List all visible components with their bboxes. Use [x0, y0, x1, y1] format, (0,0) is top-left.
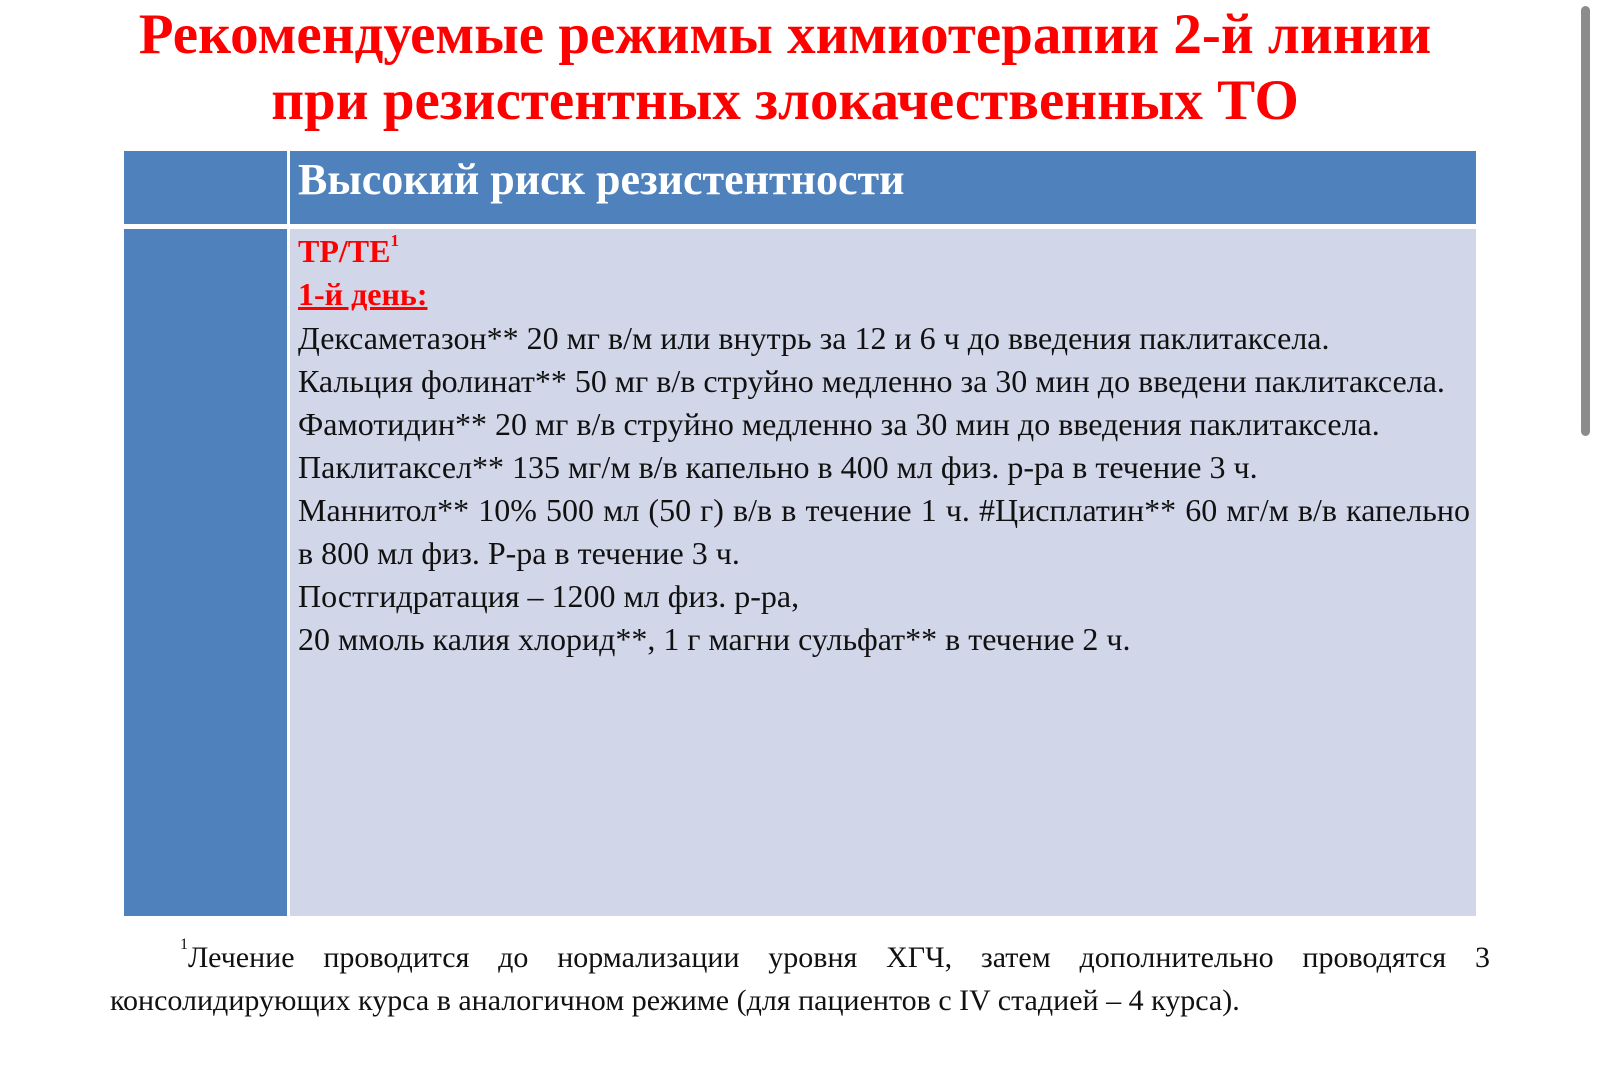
table-body-left-cell	[124, 229, 287, 916]
scrollbar[interactable]	[1581, 6, 1590, 436]
table-body-cell	[290, 229, 1476, 916]
drug-paragraph: Паклитаксел** 135 мг/м в/в капельно в 400 мл физ. р-ра в течение 3 ч.	[298, 449, 1258, 485]
drug-paragraph: Кальция фолинат** 50 мг в/в струйно медленно за 30 мин до введени паклитаксела.	[298, 363, 1445, 399]
day-label: 1-й день:	[298, 276, 428, 312]
drug-paragraph: Постгидратация – 1200 мл физ. р-ра,	[298, 578, 800, 614]
regimen-footnote-marker: 1	[390, 231, 399, 250]
footnote-marker: 1	[180, 936, 188, 953]
table-header-text: Высокий риск резистентности	[298, 155, 905, 204]
footnote-text: Лечение проводится до нормализации уровня ХГЧ, затем дополнительно проводятся 3 консолидирующих курса в аналогичном режиме (для пациентов с IV стадией – 4 курса).	[110, 941, 1490, 1017]
regimen-name	[298, 231, 1470, 271]
title-line-1: Рекомендуемые режимы химиотерапии 2-й линии	[138, 3, 1432, 66]
regimen-content	[298, 231, 1470, 661]
drug-paragraph: 20 ммоль калия хлорид**, 1 г магни сульфат** в течение 2 ч.	[298, 621, 1131, 657]
table-header-left-cell	[124, 151, 287, 224]
page-title	[0, 2, 1570, 134]
regimen-name-text: TP/TE	[298, 233, 391, 269]
drug-paragraph: Маннитол** 10% 500 мл (50 г) в/в в течение 1 ч. #Цисплатин** 60 мг/м в/в капельно в 800 мл физ. Р-ра в течение 3 ч.	[298, 492, 1470, 571]
drug-paragraph: Фамотидин** 20 мг в/в струйно медленно за 30 мин до введения паклитаксела.	[298, 406, 1380, 442]
table-header-cell	[290, 151, 1476, 224]
regimen-table	[124, 151, 1476, 916]
title-line-2: при резистентных злокачественных ТО	[271, 69, 1299, 132]
footnote	[110, 936, 1490, 1022]
drug-paragraph: Дексаметазон** 20 мг в/м или внутрь за 12 и 6 ч до введения паклитаксела.	[298, 320, 1330, 356]
